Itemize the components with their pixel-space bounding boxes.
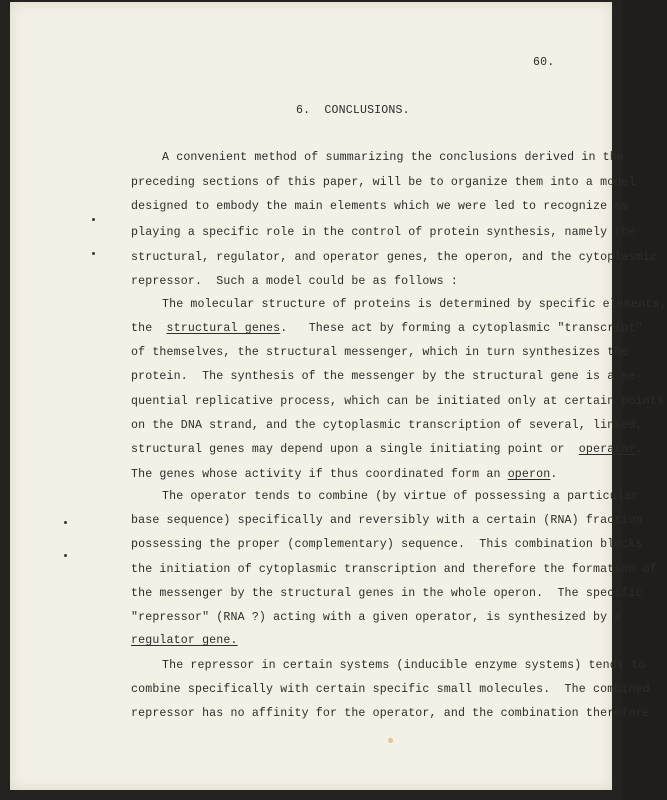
text-segment: .: [635, 443, 643, 456]
text-line: [131, 563, 657, 576]
text-line: [131, 251, 657, 264]
text-line: [131, 514, 643, 527]
text-segment: The molecular structure of proteins is determined by specific elements,: [162, 298, 667, 311]
margin-mark: [64, 554, 67, 557]
paper-smudge: [388, 738, 393, 743]
text-line: [131, 587, 643, 600]
text-line: [131, 370, 643, 383]
margin-mark: [64, 521, 67, 524]
text-line: [131, 443, 643, 456]
text-segment: repressor. Such a model could be as follows :: [131, 275, 458, 288]
text-line: [162, 490, 638, 503]
text-line: [131, 275, 458, 288]
text-line: [131, 468, 557, 481]
text-segment: "repressor" (RNA ?) acting with a given operator, is synthesized by a: [131, 611, 622, 624]
section-heading: 6. CONCLUSIONS.: [296, 104, 410, 117]
text-line: [131, 346, 629, 359]
text-line: [162, 151, 624, 164]
text-segment: structural genes may depend upon a single initiating point or: [131, 443, 579, 456]
text-line: [131, 200, 629, 213]
underlined-term: structural genes: [166, 322, 281, 335]
text-segment: protein. The synthesis of the messenger by the structural gene is a se-: [131, 370, 643, 383]
text-segment: repressor has no affinity for the operator, and the combination therefore: [131, 707, 650, 720]
text-segment: .: [550, 468, 558, 481]
margin-mark: [92, 252, 95, 255]
text-line: [131, 322, 643, 335]
margin-mark: [92, 218, 95, 221]
text-line: [131, 226, 636, 239]
text-line: [162, 298, 667, 311]
text-segment: combine specifically with certain specific small molecules. The combined: [131, 683, 650, 696]
text-line: [131, 538, 643, 551]
text-line: [131, 683, 650, 696]
text-segment: structural, regulator, and operator genes, the operon, and the cytoplasmic: [131, 251, 657, 264]
text-segment: The operator tends to combine (by virtue of possessing a particular: [162, 490, 639, 503]
text-segment: on the DNA strand, and the cytoplasmic transcription of several, linked,: [131, 419, 643, 432]
text-segment: The genes whose activity if thus coordinated form an: [131, 468, 508, 481]
underlined-term: operon: [507, 468, 551, 481]
text-segment: the messenger by the structural genes in the whole operon. The specific: [131, 587, 643, 600]
text-segment: preceding sections of this paper, will be to organize them into a model: [131, 176, 636, 189]
text-segment: quential replicative process, which can be initiated only at certain points: [131, 395, 665, 408]
page-number: 60.: [533, 56, 555, 69]
text-segment: possessing the proper (complementary) sequence. This combination blocks: [131, 538, 643, 551]
text-segment: designed to embody the main elements which we were led to recognize as: [131, 200, 629, 213]
text-segment: The repressor in certain systems (inducible enzyme systems) tends to: [162, 659, 646, 672]
text-line: [162, 659, 645, 672]
text-segment: the initiation of cytoplasmic transcription and therefore the formation of: [131, 563, 657, 576]
text-segment: playing a specific role in the control of protein synthesis, namely the: [131, 226, 636, 239]
underlined-term: regulator gene.: [131, 634, 238, 647]
underlined-term: operator: [578, 443, 636, 456]
text-segment: the: [131, 322, 167, 335]
text-segment: of themselves, the structural messenger, which in turn synthesizes the: [131, 346, 629, 359]
text-line: [131, 176, 636, 189]
text-line: [131, 707, 650, 720]
text-line: [131, 634, 238, 647]
text-segment: . These act by forming a cytoplasmic "transcript": [280, 322, 643, 335]
text-line: [131, 611, 621, 624]
text-segment: base sequence) specifically and reversibly with a certain (RNA) fraction: [131, 514, 643, 527]
text-line: [131, 419, 643, 432]
text-line: [131, 395, 664, 408]
text-segment: A convenient method of summarizing the conclusions derived in the: [162, 151, 624, 164]
